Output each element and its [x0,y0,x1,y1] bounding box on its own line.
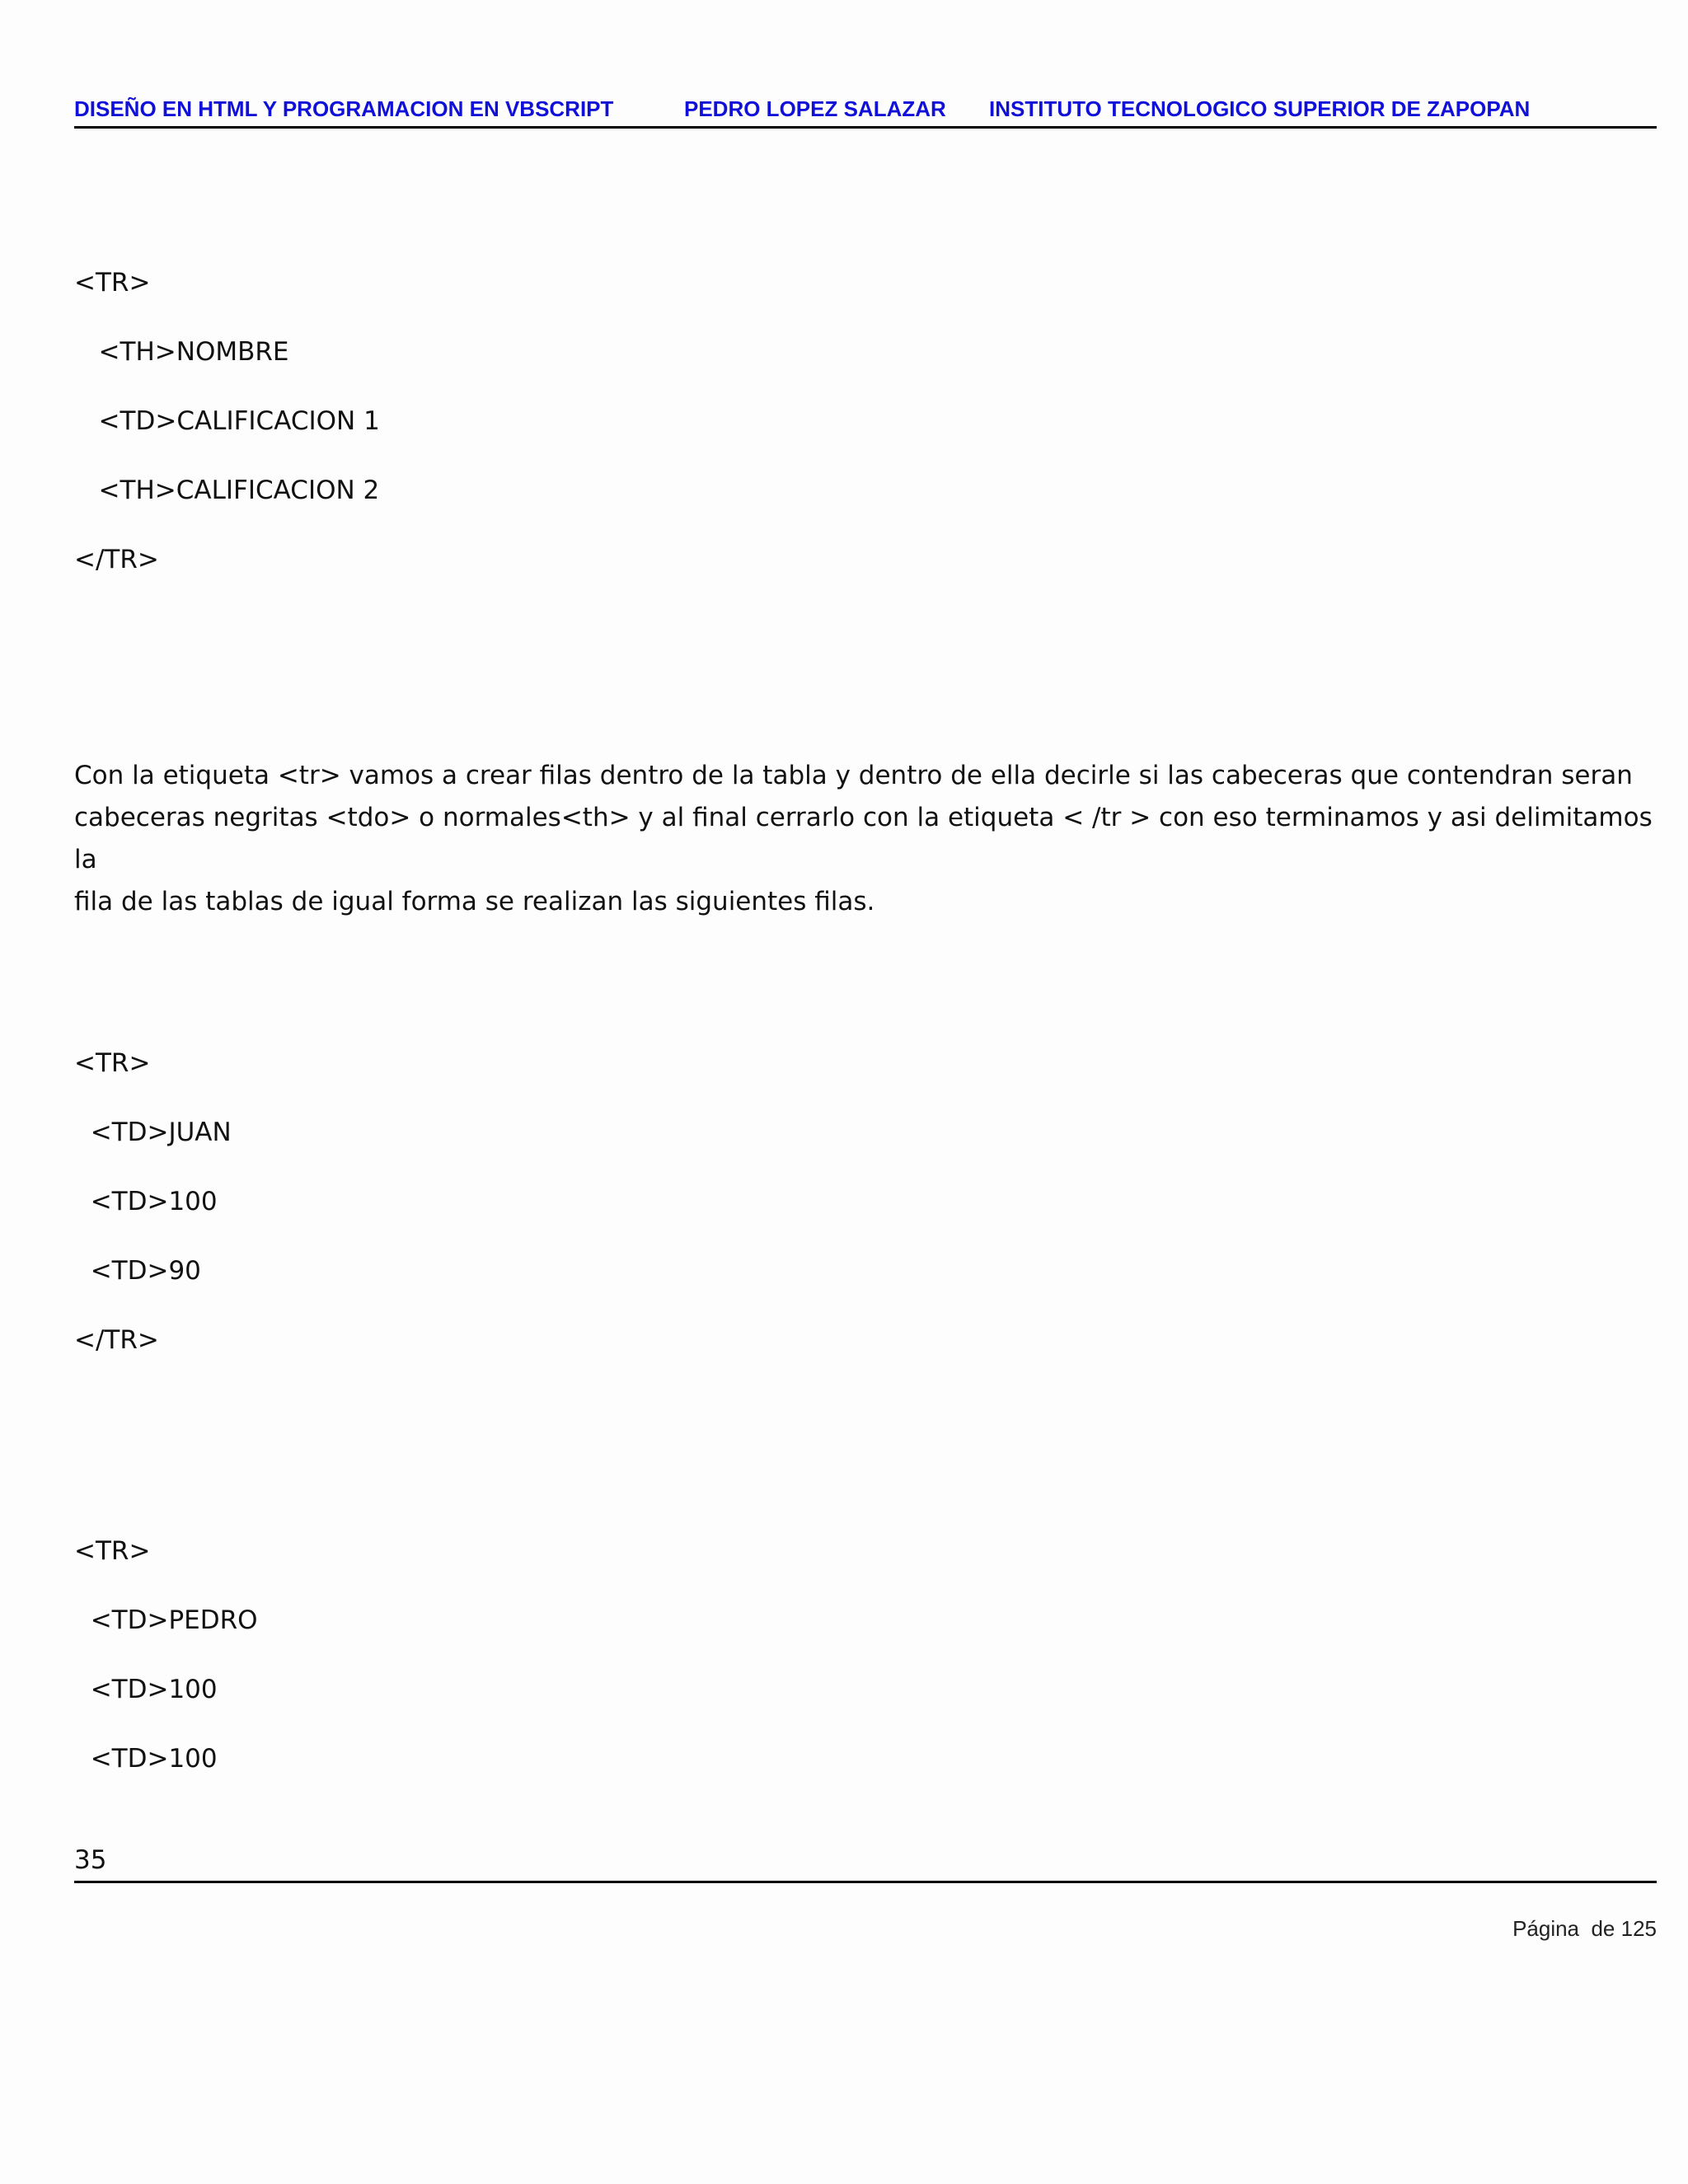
code-line: <TD>JUAN [74,1118,232,1147]
code-line: <TR> [74,1048,151,1078]
page-number: 35 [74,1845,107,1875]
code-line: <TD>CALIFICACION 1 [74,406,380,436]
page-label: Página de 125 [1512,1916,1657,1941]
header-course-title: DISEÑO EN HTML Y PROGRAMACION EN VBSCRIPT [74,96,614,121]
code-line: <TR> [74,1536,151,1566]
code-line: <TD>90 [74,1256,201,1286]
header-author: PEDRO LOPEZ SALAZAR [684,96,946,121]
code-line: <TR> [74,268,151,298]
code-line: <TD>100 [74,1744,218,1774]
code-line: <TD>PEDRO [74,1605,258,1635]
code-line: </TR> [74,1325,159,1355]
footer-divider [74,1881,1657,1883]
code-line: </TR> [74,545,159,574]
explanation-paragraph: Con la etiqueta <tr> vamos a crear filas dentro de la tabla y dentro de ella decirle si las cabeceras que contendran seran cabeceras negritas <tdo> o normales<th> y al final cerrarlo con la etiqueta < /tr > con eso terminamos y asi delimitamos la fila de las tablas de igual forma se realizan las siguientes filas. [74,761,1653,916]
page-header [74,96,1657,129]
code-line: <TH>CALIFICACION 2 [74,476,380,505]
code-line: <TH>NOMBRE [74,337,289,367]
header-institution: INSTITUTO TECNOLOGICO SUPERIOR DE ZAPOPAN [989,96,1531,121]
code-line: <TD>100 [74,1187,218,1216]
code-line: <TD>100 [74,1675,218,1704]
